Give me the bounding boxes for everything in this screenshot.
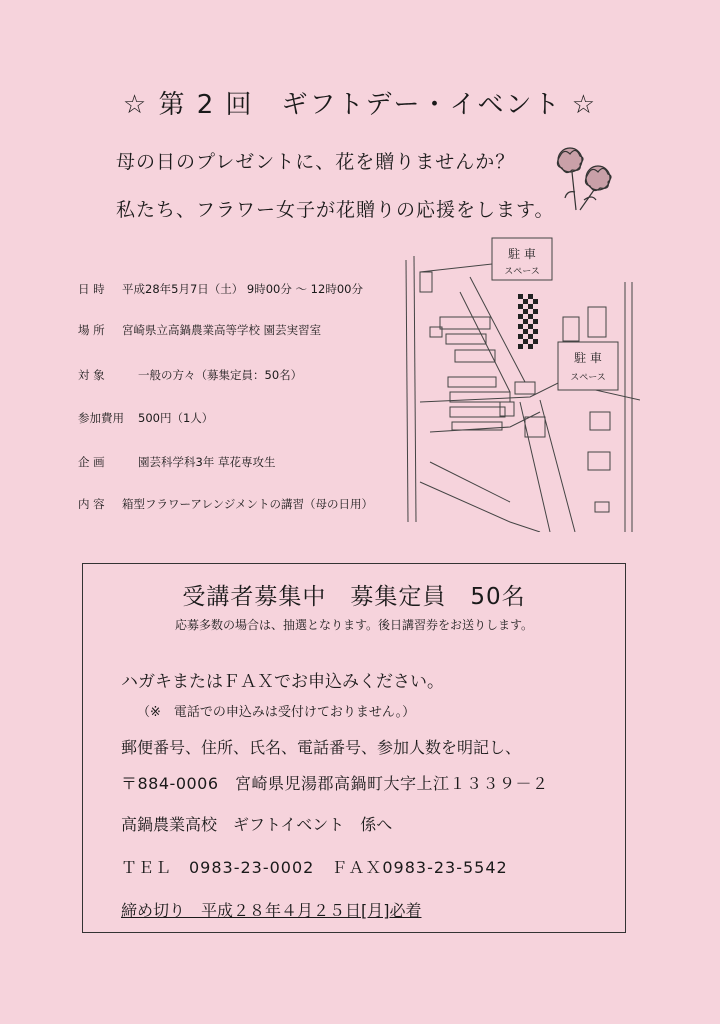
postal-address: 〒884-0006 宮崎県児湯郡高鍋町大字上江１３３９－２ xyxy=(121,774,549,793)
intro-line-2: 私たち、フラワー女子が花贈りの応援をします。 xyxy=(116,199,555,221)
parking-sub-2: スペース xyxy=(570,373,606,383)
detail-value: 500円（1人） xyxy=(138,411,214,425)
detail-label: 企 画 xyxy=(78,455,105,469)
detail-label: 内 容 xyxy=(78,497,105,511)
detail-row-target xyxy=(78,367,302,383)
campus-map xyxy=(400,232,640,532)
intro-line-1: 母の日のプレゼントに、花を贈りませんか？ xyxy=(116,151,516,173)
detail-row-place xyxy=(78,322,321,338)
tel-fax: ＴＥＬ 0983-23-0002 ＦＡＸ0983-23-5542 xyxy=(121,858,508,877)
detail-row-datetime xyxy=(78,281,363,297)
lottery-note: 応募多数の場合は、抽選となります。後日講習券をお送りします。 xyxy=(174,618,534,632)
detail-value: 一般の方々（募集定員：50名） xyxy=(138,368,303,382)
recruitment-box xyxy=(82,563,626,933)
detail-label: 日 時 xyxy=(78,282,105,296)
detail-value: 園芸科学科3年 草花専攻生 xyxy=(138,455,276,469)
detail-label: 参加費用 xyxy=(78,411,124,425)
recipient: 高鍋農業高校 ギフトイベント 係へ xyxy=(121,815,393,834)
detail-label: 対 象 xyxy=(78,368,105,382)
carnation-icon xyxy=(548,142,624,212)
parking-sub-1: スペース xyxy=(504,267,540,277)
detail-row-content xyxy=(78,496,373,512)
parking-label-1: 駐 車 xyxy=(508,247,536,261)
recruit-heading: 受講者募集中 募集定員 50名 xyxy=(182,584,526,610)
detail-row-planning xyxy=(78,454,275,470)
phone-not-accepted: （※ 電話での申込みは受付けておりません。） xyxy=(137,705,416,720)
required-info: 郵便番号、住所、氏名、電話番号、参加人数を明記し、 xyxy=(121,738,522,757)
detail-row-fee xyxy=(78,410,213,426)
detail-value: 宮崎県立高鍋農業高等学校 園芸実習室 xyxy=(122,323,322,337)
parking-label-2: 駐 車 xyxy=(574,351,602,365)
event-title: ☆ 第 2 回 ギフトデー・イベント ☆ xyxy=(122,90,598,120)
detail-value: 平成28年5月7日（土） 9時00分 ～ 12時00分 xyxy=(122,282,363,296)
deadline: 締め切り 平成２８年４月２５日[月]必着 xyxy=(121,901,422,920)
apply-method: ハガキまたはＦＡＸでお申込みください。 xyxy=(121,672,444,692)
detail-label: 場 所 xyxy=(78,323,105,337)
detail-value: 箱型フラワーアレンジメントの講習（母の日用） xyxy=(122,497,374,511)
